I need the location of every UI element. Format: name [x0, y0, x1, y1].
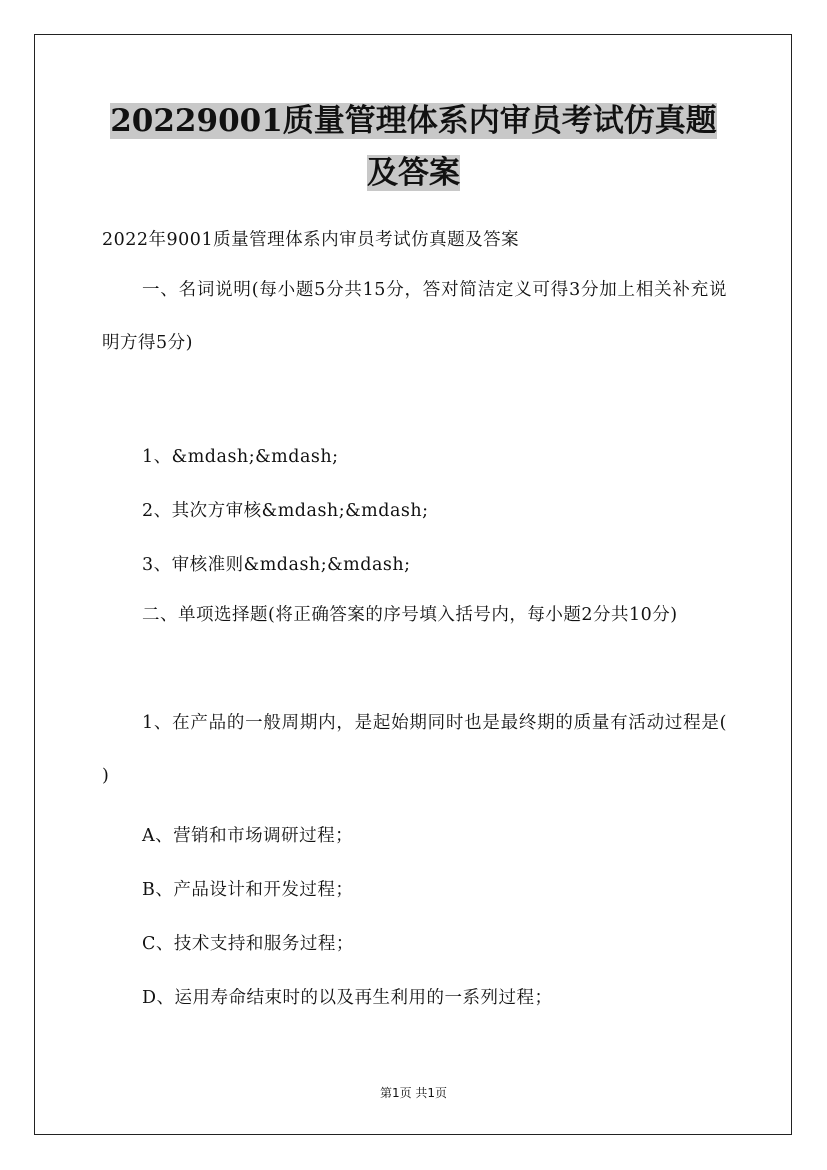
- document-subtitle: 2022年9001质量管理体系内审员考试仿真题及答案: [102, 230, 520, 250]
- option-b: B、产品设计和开发过程；: [142, 880, 354, 900]
- option-c: C、技术支持和服务过程；: [142, 934, 354, 954]
- section1-heading: 一、名词说明(每小题5分共15分，答对简洁定义可得3分加上相关补充说明方得5分): [102, 280, 727, 353]
- term-item-2: 2、其次方审核&mdash;&mdash;: [142, 501, 429, 521]
- section2-heading: 二、单项选择题(将正确答案的序号填入括号内，每小题2分共10分): [142, 605, 678, 625]
- option-d: D、运用寿命结束时的以及再生利用的一系列过程；: [142, 988, 553, 1008]
- page-border: [34, 34, 792, 1135]
- document-title: 20229001质量管理体系内审员考试仿真题及答案: [110, 103, 717, 191]
- question-1: 1、在产品的一般周期内，是起始期同时也是最终期的质量有活动过程是( ): [102, 713, 727, 786]
- term-item-1: 1、&mdash;&mdash;: [142, 447, 339, 467]
- option-a: A、营销和市场调研过程；: [142, 826, 354, 846]
- page-footer: 第1页 共1页: [379, 1086, 448, 1100]
- term-item-3: 3、审核准则&mdash;&mdash;: [142, 555, 411, 575]
